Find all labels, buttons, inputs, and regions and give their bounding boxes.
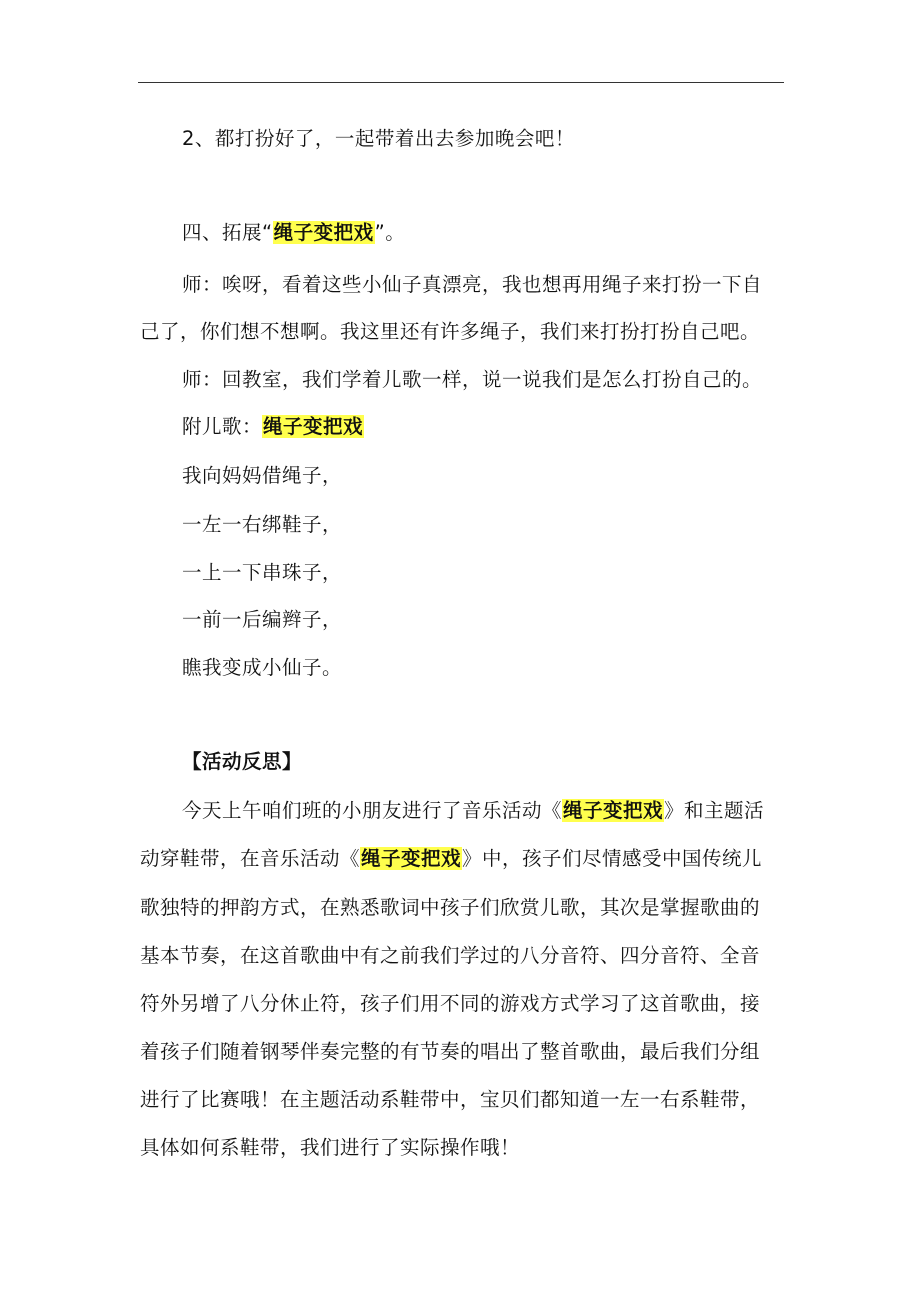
song-label-line xyxy=(182,413,364,441)
reflection-text: 动穿鞋带，在音乐活动《 xyxy=(140,847,361,870)
teacher-line-2: 师：回教室，我们学着儿歌一样，说一说我们是怎么打扮自己的。 xyxy=(182,368,763,391)
song-label: 附儿歌： xyxy=(182,415,263,438)
reflection-title-highlight: 绳子变把戏 xyxy=(361,847,462,870)
reflection-line: 符外另增了八分休止符，孩子们用不同的游戏方式学习了这首歌曲，接 xyxy=(140,992,761,1015)
section-4-heading xyxy=(182,219,405,247)
reflection-text: 》中，孩子们尽情感受中国传统儿 xyxy=(462,847,763,870)
song-line: 瞧我变成小仙子。 xyxy=(182,656,343,679)
reflection-title-highlight: 绳子变把戏 xyxy=(563,799,664,822)
song-line: 一上一下串珠子， xyxy=(182,561,343,584)
header-rule xyxy=(138,82,784,83)
reflection-line: 着孩子们随着钢琴伴奏完整的有节奏的唱出了整首歌曲，最后我们分组 xyxy=(140,1040,761,1063)
reflection-line: 基本节奏，在这首歌曲中有之前我们学过的八分音符、四分音符、全音 xyxy=(140,944,761,967)
reflection-line: 歌独特的押韵方式，在熟悉歌词中孩子们欣赏儿歌，其次是掌握歌曲的 xyxy=(140,896,761,919)
section-4-prefix: 四、拓展“ xyxy=(182,221,273,244)
reflection-heading: 【活动反思】 xyxy=(182,750,303,773)
song-title-highlight: 绳子变把戏 xyxy=(263,415,364,438)
teacher-line-1: 师：唉呀，看着这些小仙子真漂亮，我也想再用绳子来打扮一下自 xyxy=(182,273,763,296)
song-line: 一左一右绑鞋子， xyxy=(182,513,343,536)
song-line: 我向妈妈借绳子， xyxy=(182,464,343,487)
reflection-line: 具体如何系鞋带，我们进行了实际操作哦！ xyxy=(140,1136,521,1159)
step-2-text: 2、都打扮好了，一起带着出去参加晚会吧！ xyxy=(182,127,575,150)
teacher-line-1-cont: 己了，你们想不想啊。我这里还有许多绳子，我们来打扮打扮自己吧。 xyxy=(140,320,761,343)
reflection-line-1 xyxy=(182,797,764,825)
reflection-text: 今天上午咱们班的小朋友进行了音乐活动《 xyxy=(182,799,563,822)
reflection-line-2 xyxy=(140,845,762,873)
reflection-text: 》和主题活 xyxy=(664,799,765,822)
song-line: 一前一后编辫子， xyxy=(182,608,343,631)
reflection-line: 进行了比赛哦！在主题活动系鞋带中，宝贝们都知道一左一右系鞋带， xyxy=(140,1088,761,1111)
section-4-title-highlight: 绳子变把戏 xyxy=(273,221,374,244)
section-4-suffix: ”。 xyxy=(374,221,406,244)
